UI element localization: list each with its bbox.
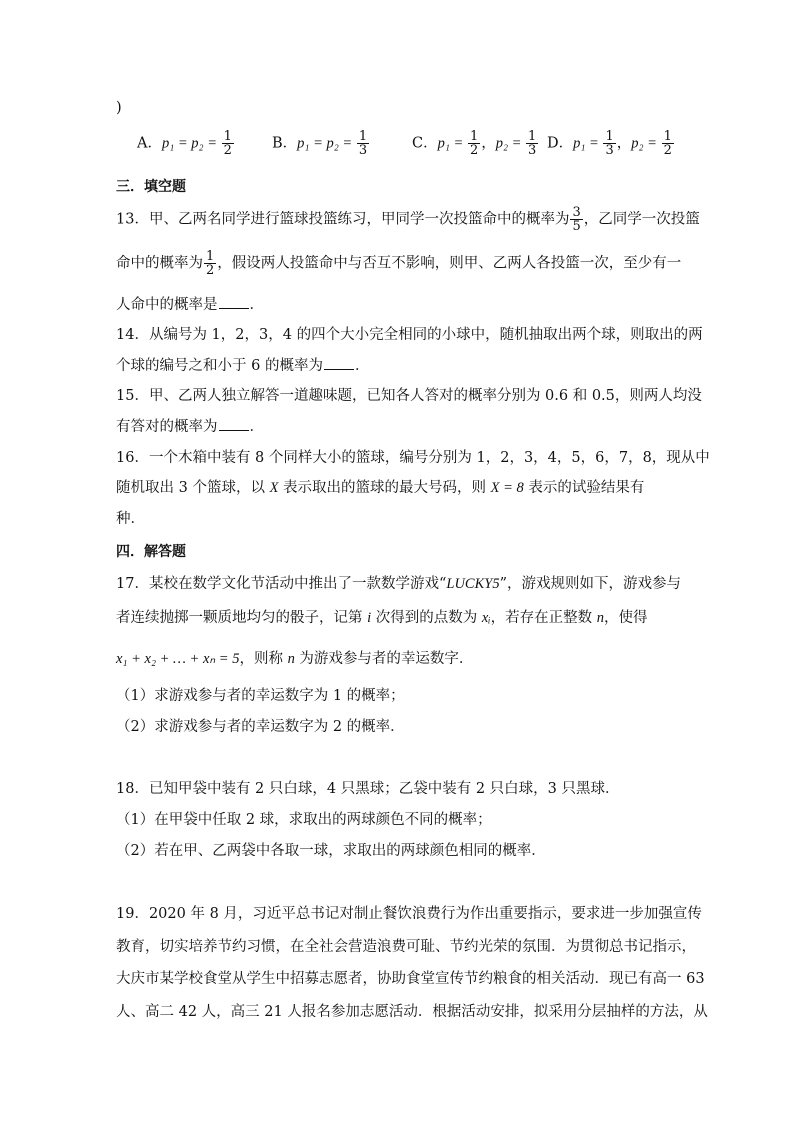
answer-blank bbox=[219, 418, 249, 431]
question-14-line-2: 个球的编号之和小于 6 的概率为 ． bbox=[116, 358, 370, 374]
question-19-line-3: 大庆市某学校食堂从学生中招募志愿者，协助食堂宣传节约粮食的相关活动．现已有高一 63 bbox=[116, 971, 705, 987]
option-b-math: p₁ = p₂ = bbox=[297, 135, 356, 152]
question-17-line-1: 17．某校在数学文化节活动中推出了一款数学游戏“LUCKY5”，游戏规则如下，游戏参与 bbox=[116, 576, 681, 592]
option-c: C．p₁ = $\frac{1}{2}$ ，p₂ = $\frac{1}{3}$ bbox=[412, 129, 537, 158]
question-15-line-1: 15．甲、乙两人独立解答一道趣味题，已知各人答对的概率分别为 0.6 和 0.5，则两人均没 bbox=[116, 388, 702, 404]
option-d-label: D． bbox=[547, 135, 574, 152]
option-a-label: A． bbox=[137, 135, 162, 152]
question-19-line-2: 教育，切实培养节约习惯，在全社会营造浪费可耻、节约光荣的氛围．为贯彻总书记指示， bbox=[116, 939, 696, 955]
question-13-line-2: 命中的概率为 $\frac{1}{2}$ ，假设两人投篮命中与否互不影响，则甲、乙两人各投篮一次，至少有一 bbox=[116, 249, 682, 278]
question-18-part-1: （1）在甲袋中任取 2 球，求取出的两球颜色不同的概率； bbox=[116, 812, 492, 828]
question-16-line-1: 16．一个木箱中装有 8 个同样大小的篮球，编号分别为 1，2，3，4，5，6，7，8，现从中 bbox=[116, 450, 710, 466]
fraction-1-2: $\frac{1}{2}$ bbox=[206, 249, 215, 278]
question-17-line-2: 者连续抛掷一颗质地均匀的骰子，记第 i 次得到的点数为 xᵢ，若存在正整数 n，使得 bbox=[116, 610, 648, 626]
question-17-line-3: x₁ + x₂ + … + xₙ = 5，则称 n 为游戏参与者的幸运数字． bbox=[116, 651, 474, 667]
question-13-line-1: 13．甲、乙两名同学进行篮球投篮练习，甲同学一次投篮命中的概率为 $\frac{3}{5}$ ，乙同学一次投篮 bbox=[116, 205, 700, 234]
question-19-line-1: 19．2020 年 8 月，习近平总书记对制止餐饮浪费行为作出重要指示，要求进一步加强宣传 bbox=[116, 906, 702, 922]
question-16-line-3: 种． bbox=[116, 511, 145, 527]
question-13-line-3: 人命中的概率是 ． bbox=[116, 297, 264, 313]
option-b bbox=[272, 130, 370, 157]
section-heading-answer: 四．解答题 bbox=[116, 544, 186, 560]
question-15-line-2: 有答对的概率为 ． bbox=[116, 419, 264, 435]
question-19-line-4: 人、高二 42 人，高三 21 人报名参加志愿活动．根据活动安排，拟采用分层抽样的方法，从 bbox=[116, 1004, 708, 1020]
question-17-part-2: （2）求游戏参与者的幸运数字为 2 的概率． bbox=[116, 719, 405, 735]
question-14-line-1: 14．从编号为 1，2，3，4 的四个大小完全相同的小球中，随机抽取出两个球，则取出的两 bbox=[116, 327, 703, 343]
question-17-part-1: （1）求游戏参与者的幸运数字为 1 的概率； bbox=[116, 688, 405, 704]
option-a-fraction: $\frac{1}{2}$ bbox=[223, 129, 232, 158]
question-18-line-1: 18．已知甲袋中装有 2 只白球，4 只黑球；乙袋中装有 2 只白球，3 只黑球． bbox=[116, 781, 620, 797]
fraction-3-5: $\frac{3}{5}$ bbox=[572, 205, 581, 234]
option-c-label: C． bbox=[412, 135, 438, 152]
section-heading-fill-in: 三．填空题 bbox=[116, 179, 186, 195]
option-b-fraction: $\frac{1}{3}$ bbox=[358, 129, 368, 158]
option-d: D．p₁ = $\frac{1}{3}$ ，p₂ = $\frac{1}{2}$ bbox=[547, 129, 672, 158]
answer-blank bbox=[219, 296, 249, 309]
question-18-part-2: （2）若在甲、乙两袋中各取一球，求取出的两球颜色相同的概率． bbox=[116, 843, 546, 859]
answer-blank bbox=[324, 357, 354, 370]
sum-equation: x₁ + x₂ + … + xₙ = 5 bbox=[116, 651, 240, 667]
question-16-line-2: 随机取出 3 个篮球，以 X 表示取出的篮球的最大号码，则 X = 8 表示的试验结果有 bbox=[116, 480, 645, 496]
option-a bbox=[137, 130, 235, 157]
option-a-math: p₁ = p₂ = bbox=[161, 135, 221, 152]
option-b-label: B． bbox=[272, 135, 298, 152]
question-closing-paren: ) bbox=[116, 100, 122, 116]
